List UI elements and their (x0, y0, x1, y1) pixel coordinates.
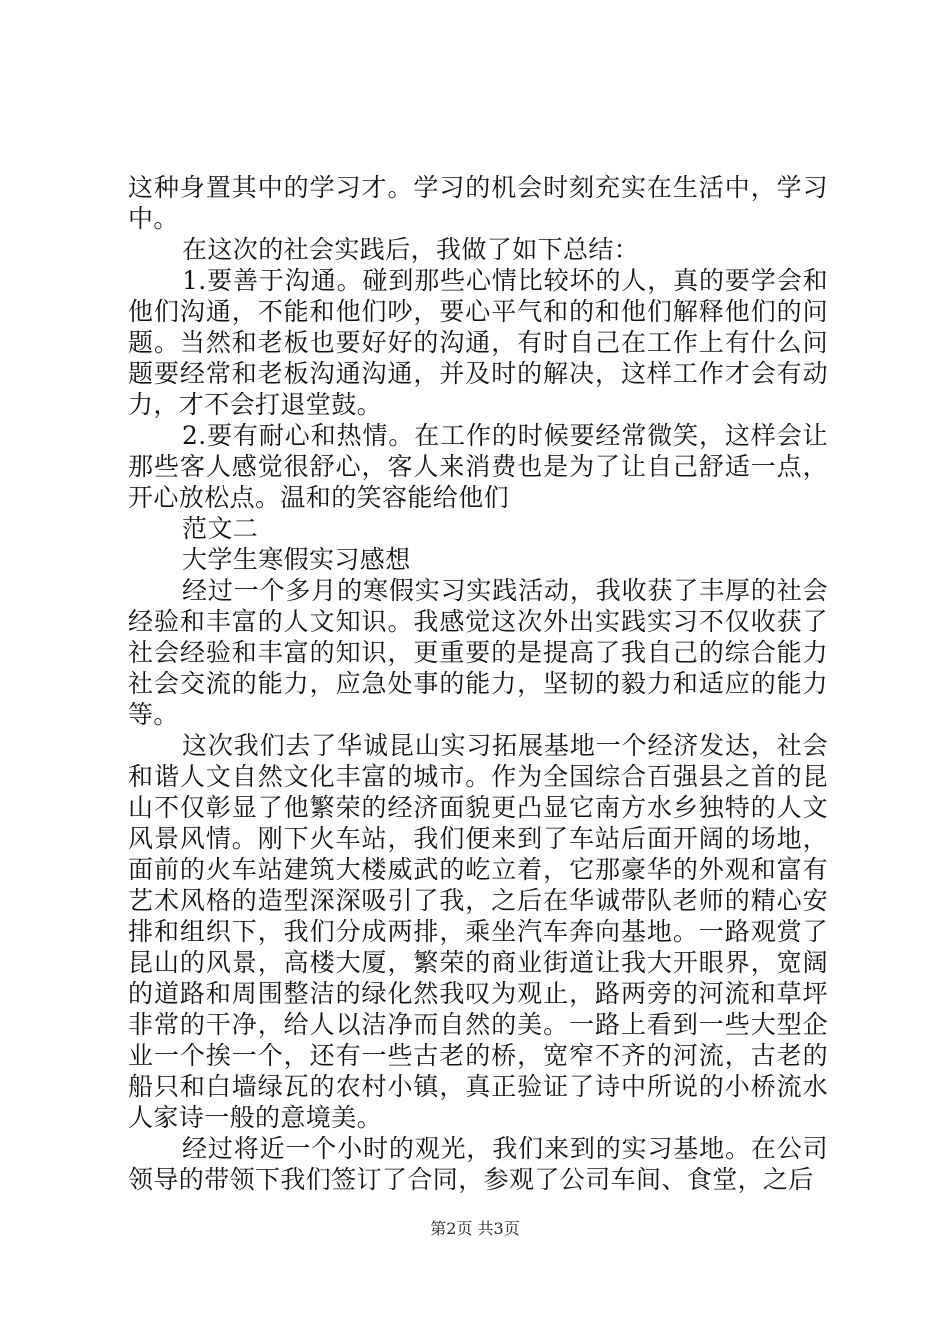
paragraph-6: 这次我们去了华诚昆山实习拓展基地一个经济发达，社会和谐人文自然文化丰富的城市。作为全国综合百强县之首的昆山不仅彰显了他繁荣的经济面貌更凸显它南方水乡独特的人文风景风情。刚下火车站，我们便来到了车站后面开阔的场地，面前的火车站建筑大楼威武的屹立着，它那豪华的外观和富有艺术风格的造型深深吸引了我，之后在华诚带队老师的精心安排和组织下，我们分成两排，乘坐汽车奔向基地。一路观赏了昆山的风景，高楼大厦，繁荣的商业街道让我大开眼界，宽阔的道路和周围整洁的绿化然我叹为观止，路两旁的河流和草坪非常的干净，给人以洁净而自然的美。一路上看到一些大型企业一个挨一个，还有一些古老的桥，宽窄不齐的河流，古老的船只和白墙绿瓦的农村小镇，真正验证了诗中所说的小桥流水人家诗一般的意境美。 (128, 731, 828, 1132)
section-title: 大学生寒假实习感想 (182, 545, 411, 574)
section-label: 范文二 (182, 514, 259, 543)
paragraph-2: 在这次的社会实践后，我做了如下总结： (182, 235, 640, 264)
paragraph-7: 经过将近一个小时的观光，我们来到的实习基地。在公司领导的带领下我们签订了合同，参观了公司车间、食堂，之后 (128, 1134, 828, 1194)
paragraph-1: 这种身置其中的学习才。学习的机会时刻充实在生活中，学习中。 (128, 173, 828, 233)
page-number-footer: 第2页 共3页 (430, 1219, 520, 1238)
paragraph-4: 2.要有耐心和热情。在工作的时候要经常微笑，这样会让那些客人感觉很舒心，客人来消费也是为了让自己舒适一点，开心放松点。温和的笑容能给他们 (128, 421, 828, 512)
paragraph-3: 1.要善于沟通。碰到那些心情比较坏的人，真的要学会和他们沟通，不能和他们吵，要心平气和的和他们解释他们的问题。当然和老板也要好好的沟通，有时自己在工作上有什么问题要经常和老板沟通沟通，并及时的解决，这样工作才会有动力，才不会打退堂鼓。 (128, 266, 828, 419)
paragraph-5: 经过一个多月的寒假实习实践活动，我收获了丰厚的社会经验和丰富的人文知识。我感觉这次外出实践实习不仅收获了社会经验和丰富的知识，更重要的是提高了我自己的综合能力社会交流的能力，应急处事的能力，坚韧的毅力和适应的能力等。 (128, 576, 828, 729)
document-body (128, 172, 828, 1195)
